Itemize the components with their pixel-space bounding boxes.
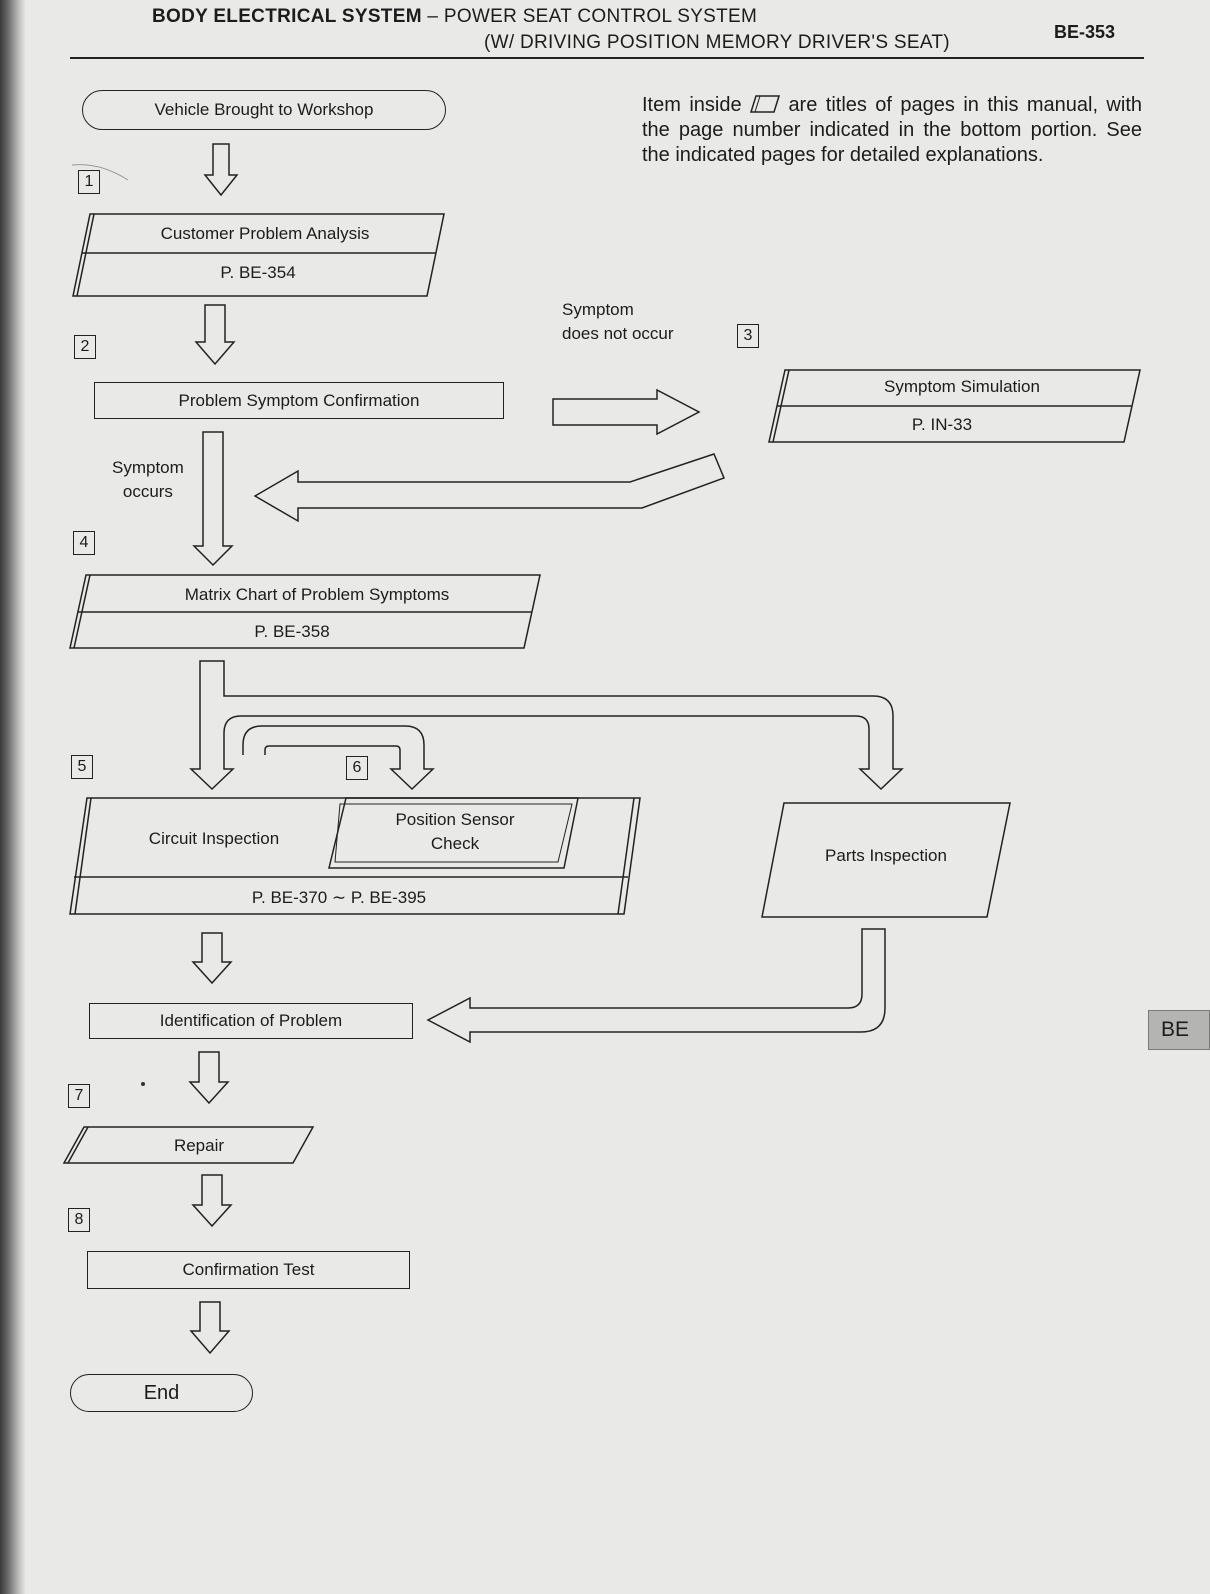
position-sensor-line2: Check xyxy=(430,834,480,853)
circuit-inspection-label: Circuit Inspection xyxy=(148,829,280,848)
down-arrow-3 xyxy=(194,432,232,565)
problem-confirmation-box xyxy=(94,382,504,419)
return-arrow-parts xyxy=(428,929,885,1042)
stray-dot xyxy=(141,1082,145,1086)
confirmation-test-box xyxy=(87,1251,410,1289)
return-arrow-simulation xyxy=(255,454,724,521)
down-arrow-5 xyxy=(193,933,231,983)
header-title-rest: – POWER SEAT CONTROL SYSTEM xyxy=(421,6,758,27)
header-title-line2: (W/ DRIVING POSITION MEMORY DRIVER'S SEAT) xyxy=(484,32,950,53)
step-number-3: 3 xyxy=(737,324,759,348)
position-sensor-label xyxy=(395,808,514,856)
branch-arrows xyxy=(191,661,902,789)
symptom-occurs-line2: occurs xyxy=(122,482,173,501)
parts-inspection-label: Parts Inspection xyxy=(825,846,947,865)
matrix-chart-title: Matrix Chart of Problem Symptoms xyxy=(184,585,450,604)
identification-box xyxy=(89,1003,413,1039)
right-arrow-simulation xyxy=(553,390,699,434)
step-number-5: 5 xyxy=(71,755,93,779)
position-sensor-line1: Position Sensor xyxy=(395,810,515,829)
start-node xyxy=(82,90,446,130)
symptom-not-occur-line1: Symptom xyxy=(562,300,634,319)
symptom-occurs-line1: Symptom xyxy=(112,458,184,477)
symptom-not-occur-line2: does not occur xyxy=(562,324,674,343)
repair-label: Repair xyxy=(173,1136,225,1155)
symptom-simulation-page: P. IN-33 xyxy=(911,415,973,434)
problem-confirmation-label: Problem Symptom Confirmation xyxy=(178,390,420,410)
down-arrow-2 xyxy=(196,305,234,364)
customer-problem-page: P. BE-354 xyxy=(220,263,296,282)
symptom-simulation-title: Symptom Simulation xyxy=(884,377,1040,396)
end-node xyxy=(70,1374,253,1412)
matrix-chart-page: P. BE-358 xyxy=(254,622,330,641)
step-number-8: 8 xyxy=(68,1208,90,1232)
section-tab-be: BE xyxy=(1148,1010,1210,1050)
page-number: BE-353 xyxy=(1054,22,1116,42)
step-number-4: 4 xyxy=(73,531,95,555)
down-arrow-7 xyxy=(193,1175,231,1226)
down-arrow-8 xyxy=(191,1302,229,1353)
down-arrow-1 xyxy=(205,144,237,195)
step-number-6: 6 xyxy=(346,756,368,780)
note-text-before: Item inside xyxy=(642,94,742,116)
note-text-after: are titles of pages in this manual, with the page number indicated in the bottom portion. See the indicated pages for detailed explanations. xyxy=(642,94,1143,166)
symptom-not-occur-label xyxy=(562,298,674,346)
down-arrow-6 xyxy=(190,1052,228,1103)
customer-problem-title: Customer Problem Analysis xyxy=(160,224,370,243)
circuit-pages-label: P. BE-370 ∼ P. BE-395 xyxy=(251,888,427,907)
start-label: Vehicle Brought to Workshop xyxy=(154,100,374,119)
symptom-occurs-label xyxy=(112,456,184,504)
step-number-2: 2 xyxy=(74,335,96,359)
header-title-bold: BODY ELECTRICAL SYSTEM xyxy=(152,6,422,27)
identification-label: Identification of Problem xyxy=(159,1011,343,1030)
confirmation-test-label: Confirmation Test xyxy=(182,1260,315,1279)
end-label: End xyxy=(143,1381,180,1404)
step-number-1: 1 xyxy=(78,170,100,194)
step-number-7: 7 xyxy=(68,1084,90,1108)
